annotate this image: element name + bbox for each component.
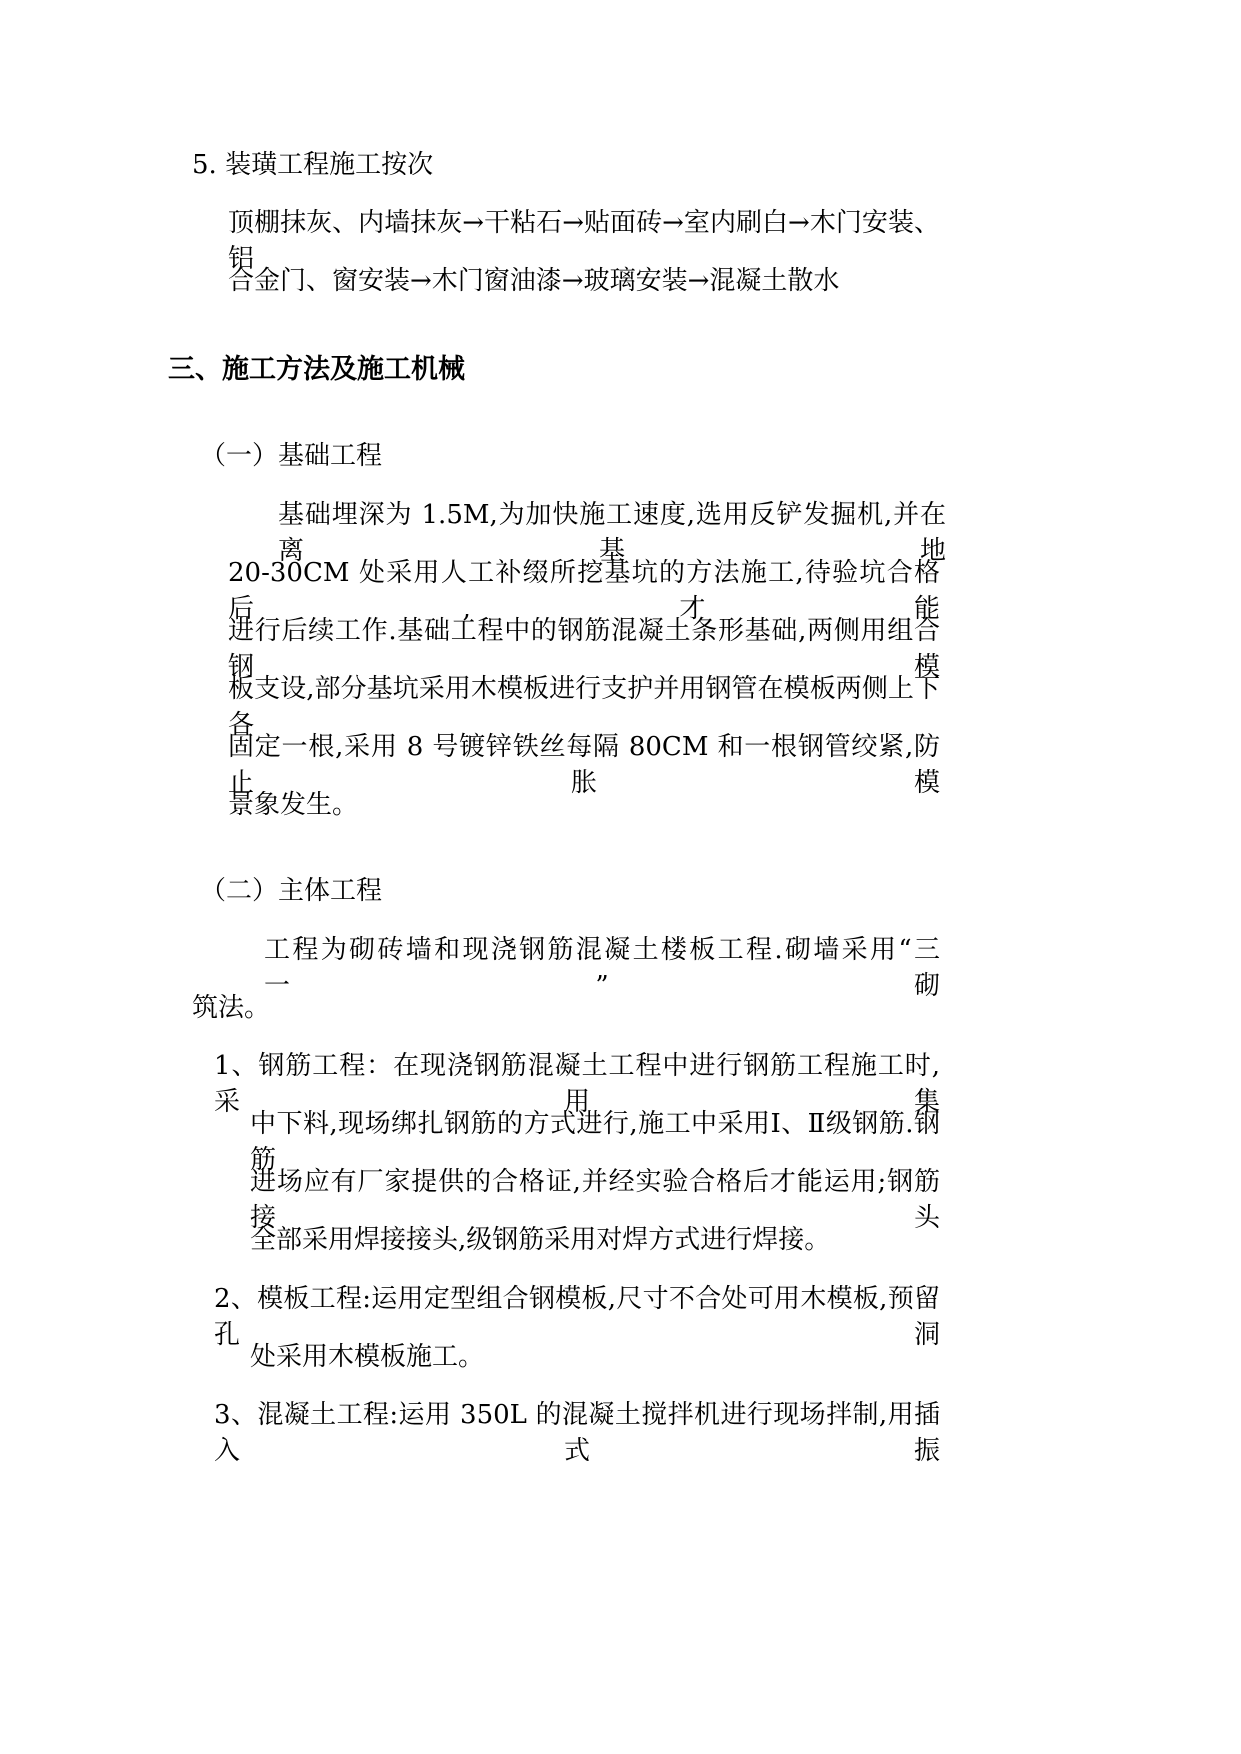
paragraph-line: 合金门、窗安装→木门窗油漆→玻璃安装→混凝土散水 — [228, 266, 840, 296]
paragraph-line: 固定一根,采用 8 号镀锌铁丝每隔 80CM 和一根钢管绞紧,防止胀模 — [228, 732, 940, 798]
paragraph-line: 基础埋深为 1.5M,为加快施工速度,选用反铲发掘机,并在离基地 — [278, 500, 946, 566]
subsection-main-structure-title: （二）主体工程 — [200, 876, 383, 906]
section-3-heading: 三、施工方法及施工机械 — [168, 354, 465, 385]
paragraph-line: 进行后续工作.基础工程中的钢筋混凝土条形基础,两侧用组合钢模 — [228, 616, 940, 682]
paragraph-line: 中下料,现场绑扎钢筋的方式进行,施工中采用Ⅰ、Ⅱ级钢筋.钢筋 — [250, 1109, 940, 1175]
paragraph-line: 顶棚抹灰、内墙抹灰→干粘石→贴面砖→室内刷白→木门安装、铝 — [228, 208, 940, 274]
paragraph-line: 筑法。 — [192, 993, 271, 1023]
paragraph-line: 工程为砌砖墙和现浇钢筋混凝土楼板工程.砌墙采用“三一”砌 — [264, 935, 940, 1001]
paragraph-line: 进场应有厂家提供的合格证,并经实验合格后才能运用;钢筋接头 — [250, 1167, 940, 1233]
paragraph-line: 全部采用焊接接头,级钢筋采用对焊方式进行焊接。 — [250, 1225, 831, 1255]
list-item-formwork: 2、模板工程:运用定型组合钢模板,尺寸不合处可用木模板,预留孔洞 — [214, 1284, 940, 1350]
paragraph-line: 景象发生。 — [228, 790, 359, 820]
list-item-rebar: 1、钢筋工程：在现浇钢筋混凝土工程中进行钢筋工程施工时,采用集 — [214, 1051, 940, 1117]
list-item-concrete: 3、混凝土工程:运用 350L 的混凝土搅拌机进行现场拌制,用插入式振 — [214, 1400, 940, 1466]
paragraph-line: 处采用木模板施工。 — [250, 1342, 485, 1372]
paragraph-line: 20-30CM 处采用人工补缀所挖基坑的方法施工,待验坑合格后,才能 — [228, 558, 940, 624]
paragraph-line: 板支设,部分基坑采用木模板进行支护并用钢管在模板两侧上下各 — [228, 674, 940, 740]
section-5-title: 5. 装璜工程施工按次 — [192, 150, 434, 180]
subsection-foundation-title: （一）基础工程 — [200, 441, 383, 471]
